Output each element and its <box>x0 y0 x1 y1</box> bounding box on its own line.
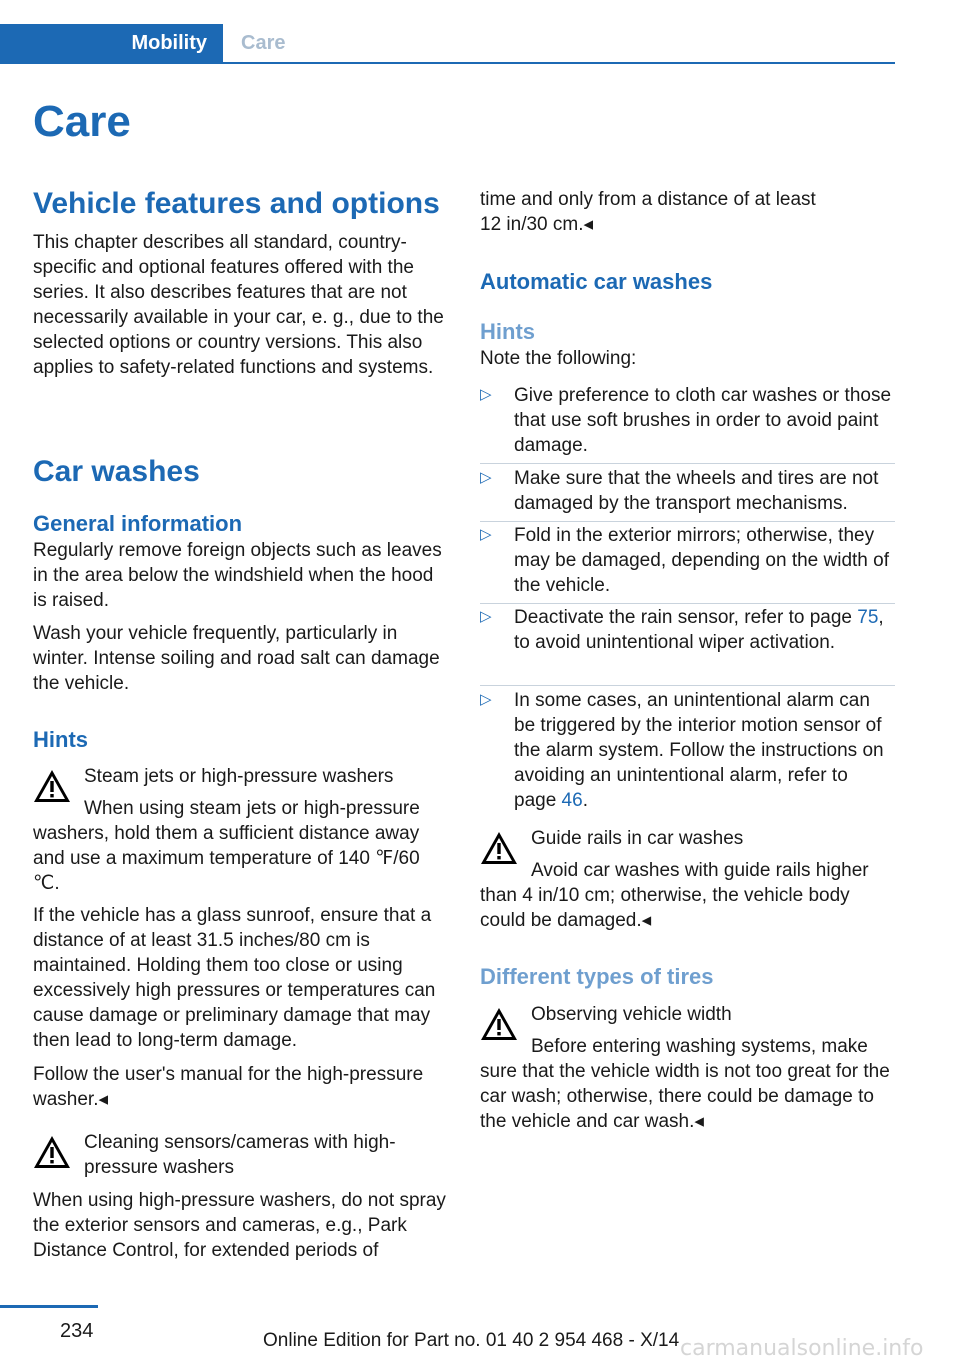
divider <box>480 463 895 464</box>
section-title: Car washes <box>33 455 200 488</box>
paragraph-sunroof: If the vehicle has a glass sunroof, ensure that a distance of at least 31.5 inches/80 cm is maintained. Holding them too close or using excessively high pressures or temperatures can cause damage or preliminary damage that may then lead to long-term damage. <box>33 905 436 1051</box>
page-title: Care <box>33 97 131 146</box>
section-text: This chapter describes all standard, country-specific and optional features offered with the series. It also describes features that are not necessarily available in your car, e. g., due to the selected options or country versions. This also applies to safety-related functions and systems. <box>33 232 444 378</box>
divider <box>480 685 895 686</box>
hints-right <box>480 318 895 371</box>
warning-text: When using steam jets or high-pressure washers, hold them a sufficient distance away and use a maximum temperature of 140 ℉/60 ℃. <box>33 798 420 894</box>
continued-text: time and only from a distance of at least 12 in/30 cm.◂ <box>480 189 816 235</box>
divider <box>480 521 895 522</box>
tab-mobility[interactable]: Mobility <box>0 24 223 62</box>
triangle-bullet-icon: ▷ <box>480 608 492 625</box>
section-title: Vehicle features and options <box>33 187 440 220</box>
page-number: 234 <box>60 1320 94 1342</box>
general-information <box>33 510 448 696</box>
section-vehicle-features <box>33 186 448 380</box>
warning-title: Guide rails in car washes <box>531 828 744 849</box>
warning-title: Steam jets or high-pressure washers <box>84 766 394 787</box>
warning-title: Cleaning sensors/cameras with high-pressure washers <box>84 1132 396 1178</box>
divider <box>480 603 895 604</box>
automatic-car-washes <box>480 268 895 296</box>
triangle-bullet-icon: ▷ <box>480 386 492 403</box>
triangle-bullet-icon: ▷ <box>480 469 492 486</box>
hints-left <box>33 726 448 754</box>
triangle-bullet-icon: ▷ <box>480 526 492 543</box>
paragraph: Wash your vehicle frequently, particularly in winter. Intense soiling and road salt can damage the vehicle. <box>33 623 440 694</box>
warning-title: Observing vehicle width <box>531 1004 732 1025</box>
page-link[interactable]: 46 <box>561 790 583 811</box>
section-car-washes <box>33 454 448 490</box>
watermark: carmanualsonline.info <box>680 1336 924 1361</box>
page-link[interactable]: 75 <box>857 607 879 628</box>
warning-text: When using high-pressure washers, do not spray the exterior sensors and cameras, e.g., Park Distance Control, for extended periods of <box>33 1190 446 1261</box>
subsection-title: General information <box>33 511 243 536</box>
paragraph: Regularly remove foreign objects such as leaves in the area below the windshield when the hood is raised. <box>33 540 442 611</box>
tab-care[interactable]: Care <box>241 32 286 54</box>
triangle-bullet-icon: ▷ <box>480 691 492 708</box>
footer-rule <box>0 1305 98 1308</box>
warning-icon <box>32 1134 72 1170</box>
footer-edition: Online Edition for Part no. 01 40 2 954 468 - X/14 <box>263 1330 680 1351</box>
subsection-title: Automatic car washes <box>480 269 713 294</box>
bullet-list: ▷ Give preference to cloth car washes or those that use soft brushes in order to avoid paint damage. ▷ Make sure that the wheels and tires are not damaged by the transport mechanisms. ▷ Fold in the exterior mirrors; otherwise, they may be damaged, depending on the width of the vehicle. ▷ Deactivate the rain sensor, refer to page 75, to avoid unintentional wiper activation. ▷ In some cases, an unintentional alarm can be triggered by the interior motion sensor of the alarm system. Follow the instructions on avoiding an unintentional alarm, refer to page 46. <box>480 383 895 813</box>
subsection-title: Different types of tires <box>480 964 714 989</box>
paragraph-follow: Follow the user's manual for the high-pressure washer.◂ <box>33 1064 424 1110</box>
warning-text: Before entering washing systems, make sure that the vehicle width is not too great for the car wash; otherwise, there could be damage to the vehicle and car wash.◂ <box>480 1036 890 1132</box>
different-tires <box>480 963 895 991</box>
subsection-title: Hints <box>480 319 535 344</box>
subsection-title: Hints <box>33 727 88 752</box>
note: Note the following: <box>480 348 637 369</box>
warning-text: Avoid car washes with guide rails higher than 4 in/10 cm; otherwise, the vehicle body could be damaged.◂ <box>480 860 869 931</box>
